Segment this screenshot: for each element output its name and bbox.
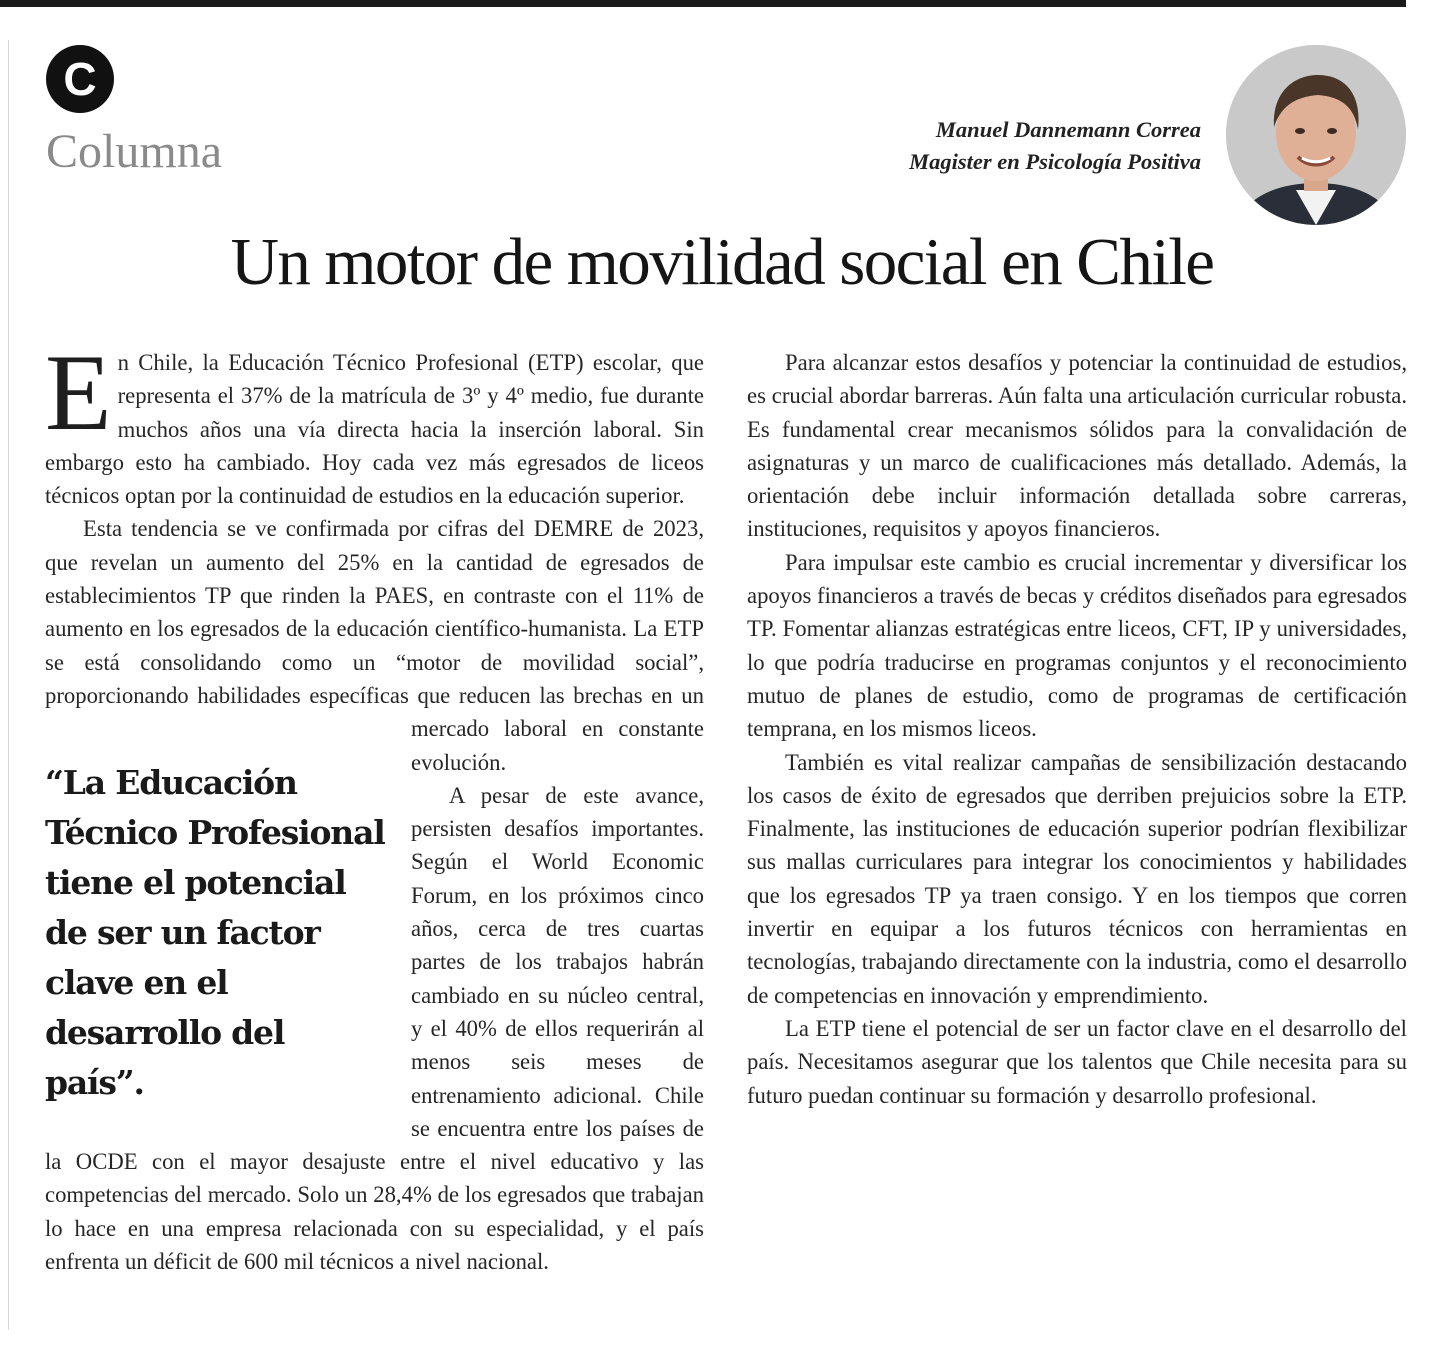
author-name: Manuel Dannemann Correa bbox=[935, 117, 1201, 142]
paragraph-1 bbox=[45, 332, 704, 512]
author-byline bbox=[909, 114, 1201, 178]
drop-cap: E bbox=[45, 332, 112, 453]
paragraph-2: Esta tendencia se ve confirmada por cifras del DEMRE de 2023, que revelan un aumento del 25% en la cantidad de egresados de establecimientos TP que rinden la PAES, en contraste con el 11% de aumento en los egresados de la educación científico-humanista. La ETP se está consolidando como un “motor de movilidad social”, proporcionando habilidades específicas que reducen las brechas en un mercado laboral en constante evolución. bbox=[45, 512, 704, 778]
pull-quote: “La Educación Técnico Profesional tiene el potencial de ser un factor clave en el desarrollo del país”. bbox=[45, 763, 385, 1102]
paragraph-1-text: n Chile, la Educación Técnico Profesional (ETP) escolar, que representa el 37% de la matrícula de 3º y 4º medio, fue durante muchos años una vía directa hacia la inserción laboral. Sin embargo esto ha cambiado. Hoy cada vez más egresados de liceos técnicos optan por la continuidad de estudios en la educación superior. bbox=[45, 350, 704, 509]
author-photo bbox=[1226, 45, 1406, 225]
article-column-right bbox=[747, 346, 1407, 1112]
paragraph-6: También es vital realizar campañas de sensibilización destacando los casos de éxito de egresados que derriben prejuicios sobre la ETP. Finalmente, las instituciones de educación superior podrían flexibilizar sus mallas curriculares para integrar los conocimientos y habilidades que los egresados TP ya traen consigo. Y en los tiempos que corren invertir en equipar a los futuros técnicos con herramientas en tecnologías, trabajando directamente con la industria, como el desarrollo de competencias en innovación y emprendimiento. bbox=[747, 749, 1407, 1008]
section-label: Columna bbox=[46, 125, 222, 178]
paragraph-7: La ETP tiene el potencial de ser un factor clave en el desarrollo del país. Necesitamos asegurar que los talentos que Chile necesita para su futuro puedan continuar su formación y desarrollo profesional. bbox=[747, 1015, 1407, 1108]
paragraph-5: Para impulsar este cambio es crucial incrementar y diversificar los apoyos financieros a través de becas y créditos diseñados para egresados TP. Fomentar alianzas estratégicas entre liceos, CFT, IP y universidades, lo que podría traducirse en programas conjuntos y el reconocimiento mutuo de planes de estudio, como de programas de certificación temprana, en los mismos liceos. bbox=[747, 549, 1407, 742]
paragraph-4: Para alcanzar estos desafíos y potenciar la continuidad de estudios, es crucial abordar barreras. Aún falta una articulación curricular robusta. Es fundamental crear mecanismos sólidos para la convalidación de asignaturas y un marco de cualificaciones más detallado. Además, la orientación debe incluir información detallada sobre carreras, instituciones, requisitos y apoyos financieros. bbox=[747, 350, 1407, 542]
paragraph-3: A pesar de este avance, persisten desafíos importantes. Según el World Economic Forum, en los próximos cinco años, cerca de tres cuartas partes de los trabajos habrán cambiado en su núcleo central, y el 40% de ellos requerirán al menos seis meses de entrenamiento adicional. Chile se encuentra entre los países de la OCDE con el mayor desajuste entre el nivel educativo y las competencias del mercado. Solo un 28,4% de los egresados que trabajan lo hace en una empresa relacionada con su especialidad, y el país enfrenta un déficit de 600 mil técnicos a nivel nacional. bbox=[45, 782, 704, 1275]
author-title: Magister en Psicología Positiva bbox=[909, 149, 1201, 174]
column-badge-icon: C bbox=[46, 45, 114, 113]
headline: Un motor de movilidad social en Chile bbox=[230, 225, 1214, 299]
top-rule bbox=[0, 0, 1406, 7]
